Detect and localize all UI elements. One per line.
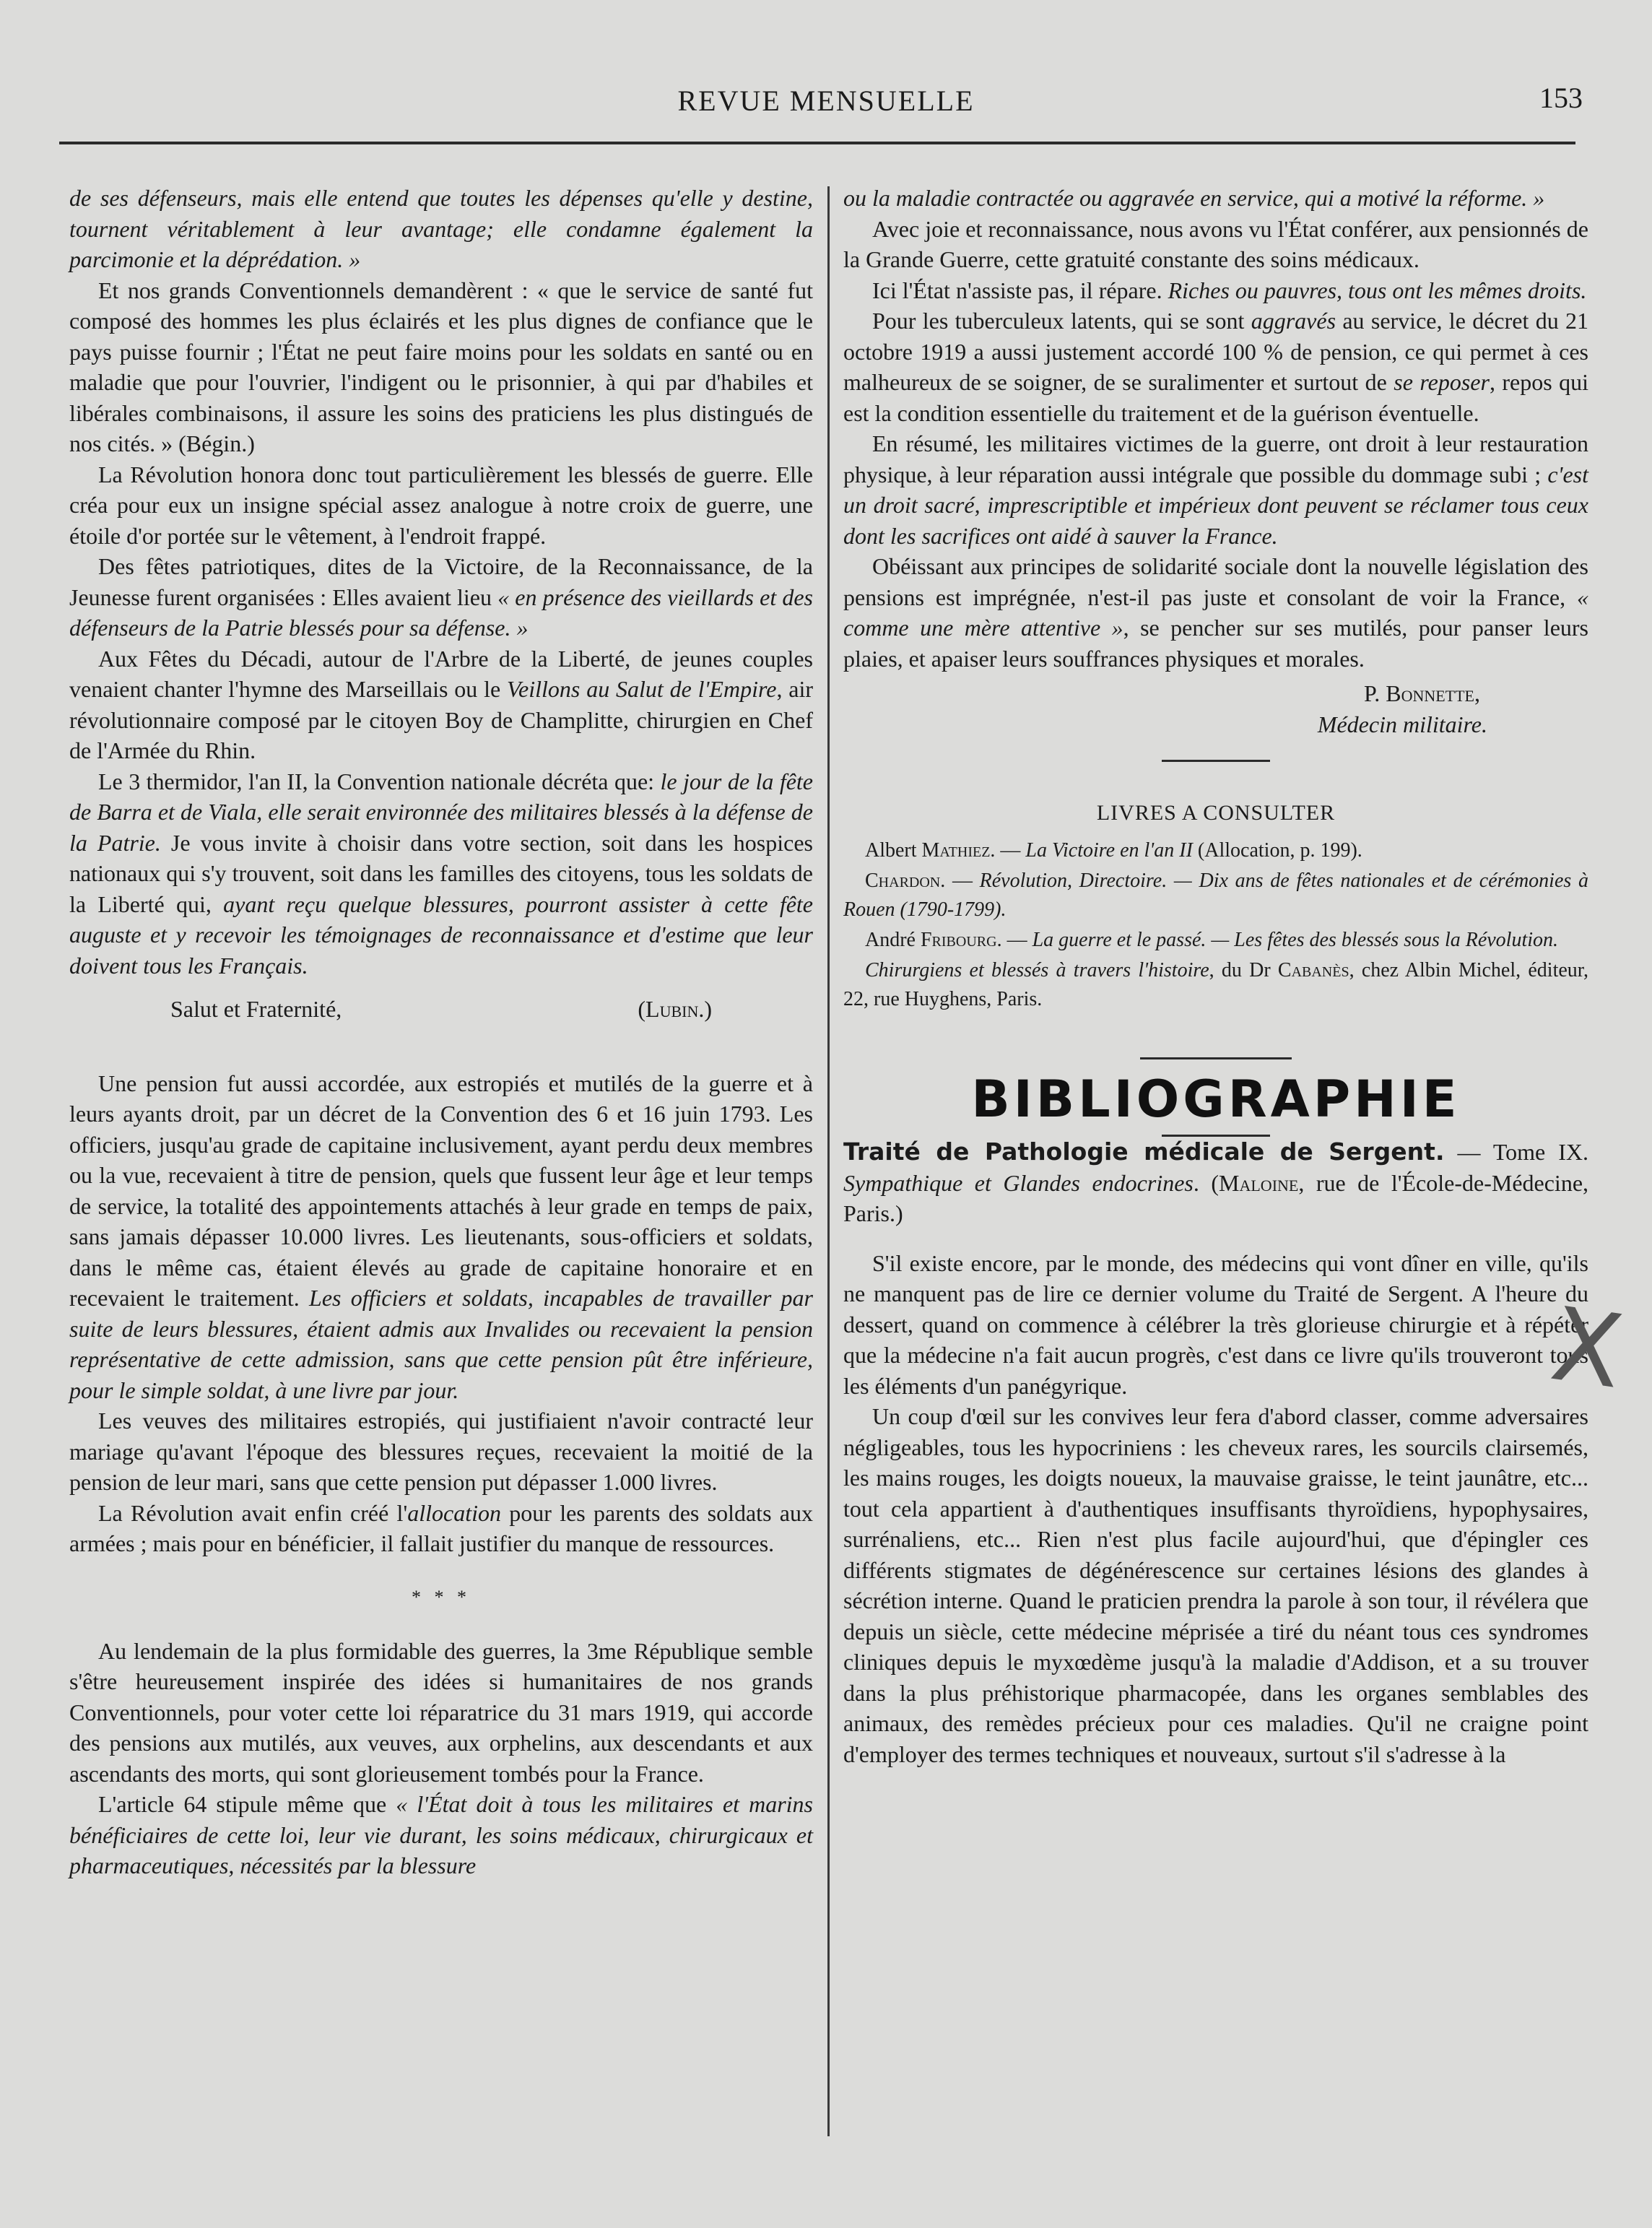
- text-run: se reposer: [1394, 369, 1490, 395]
- text-run: Et nos grands Conventionnels demandèrent : « que le service de santé fut composé des hommes les plus éclairés et les plus dignes de confiance que le pays puisse fournir ; l'État ne peut faire moins pour les soldats en santé ou en maladie que pour l'ouvrier, l'indigent ou le prisonnier, à qui par d'habiles et libérales combinaisons, il assure les soins des praticiens les plus distingués de nos cités. » (Bégin.): [69, 277, 813, 456]
- paragraph: [843, 214, 1588, 275]
- salutation-signature: (Lubin.): [638, 996, 712, 1022]
- text-run: aggravés: [1251, 308, 1336, 334]
- text-run: pour les parents des soldats aux armées ; mais pour en bénéficier, il fallait justifier du manque de ressources.: [69, 1499, 814, 1556]
- text-run: « l'État doit à tous les militaires et marins bénéficiaires de cette loi, leur vie durant, les soins médicaux, chirurgicaux et pharmaceutiques, nécessités par la blessure: [69, 1791, 813, 1878]
- text-run: Sympathique et Glandes endocrines: [843, 1169, 1194, 1196]
- text-run: — Tome IX.: [1444, 1139, 1589, 1165]
- text-run: Veillons au Salut de l'Empire: [507, 676, 777, 702]
- paragraph: [843, 275, 1588, 306]
- text-run: , air révolutionnaire composé par le citoyen Boy de Champlitte, chirurgien en Chef de l'Armée du Rhin.: [69, 676, 814, 763]
- paragraph: [843, 1401, 1588, 1769]
- paragraph: [69, 1405, 813, 1498]
- divider-rule: [1140, 1057, 1292, 1059]
- paragraph: [69, 551, 813, 643]
- text-run: . (: [1193, 1169, 1220, 1196]
- text-run: Avec joie et reconnaissance, nous avons vu l'État conférer, aux pensionnés de la Grande Guerre, cette gratuité constante des soins médicaux.: [843, 215, 1588, 272]
- book-title: Traité de Pathologie médicale de Sergent.: [843, 1137, 1445, 1166]
- author-title: Médecin militaire.: [1317, 711, 1487, 737]
- left-column: [69, 183, 813, 1881]
- text-run: , repos qui est la condition essentielle du traitement et de la guérison éventuelle.: [843, 369, 1589, 426]
- paragraph: [843, 551, 1588, 674]
- author-signature: P. Bonnette,: [1363, 680, 1480, 706]
- text-run: Albert: [865, 838, 922, 862]
- handwritten-mark: X: [1544, 1286, 1630, 1412]
- reference-item: [843, 926, 1588, 955]
- text-run: En résumé, les militaires victimes de la guerre, ont droit à leur restauration physique, à leur réparation aussi intégrale que possible du dommage subi ;: [843, 430, 1588, 487]
- running-title: REVUE MENSUELLE: [677, 84, 975, 117]
- book-entry: [843, 1137, 1588, 1229]
- text-run: L'article 64 stipule même que: [98, 1791, 396, 1817]
- text-run: Riches ou pauvres, tous ont les mêmes droits.: [1168, 277, 1587, 303]
- text-run: . —: [940, 869, 980, 892]
- text-run: ayant reçu quelque blessures, pourront assister à cette fête auguste et y recevoir les témoignages de reconnaissance et d'estime que leur doivent tous les Français.: [69, 890, 814, 979]
- text-run: , rue de l'École-de-Médecine, Paris.): [843, 1169, 1589, 1226]
- text-run: , chez Albin Michel, éditeur, 22, rue Huyghens, Paris.: [843, 958, 1588, 1010]
- text-run: c'est un droit sacré, imprescriptible et impérieux dont peuvent se réclamer tous ceux dont les sacrifices ont aidé à sauver la France.: [843, 461, 1588, 549]
- text-run: ou la maladie contractée ou aggravée en service, qui a motivé la réforme. »: [843, 185, 1545, 211]
- text-run: . —: [990, 838, 1026, 862]
- text-run: Au lendemain de la plus formidable des guerres, la 3me République semble s'être heureusement inspirée des idées si humanitaires de nos grands Conventionnels, pour voter cette loi réparatrice du 31 mars 1919, qui accorde des pensions aux mutilés, aux veuves, aux orphelins, aux descendants et aux ascendants des morts, qui sont glorieusement tombés pour la France.: [69, 1637, 813, 1787]
- text-run: de ses défenseurs, mais elle entend que toutes les dépenses qu'elle y destine, tournent véritablement à leur avantage; elle condamne également la parcimonie et la déprédation. »: [69, 185, 813, 272]
- paragraph: [69, 183, 813, 275]
- salutation-line: [69, 994, 813, 1025]
- reference-item: [843, 867, 1588, 924]
- text-run: Aux Fêtes du Décadi, autour de l'Arbre de la Liberté, de jeunes couples venaient chanter l'hymne des Marseillais ou le: [69, 645, 813, 702]
- text-run: Cabanès: [1277, 958, 1349, 981]
- bibliography-heading: BIBLIOGRAPHIE: [971, 1069, 1461, 1129]
- text-run: Chardon: [865, 869, 941, 892]
- paragraph: [843, 1248, 1588, 1402]
- paragraph: [69, 1498, 813, 1559]
- paragraph: [69, 1789, 813, 1881]
- text-run: , se pencher sur ses mutilés, pour panser leurs plaies, et apaiser leurs souffrances physiques et morales.: [843, 615, 1588, 672]
- paragraph: [69, 1068, 813, 1406]
- text-run: Le 3 thermidor, l'an II, la Convention nationale décréta que:: [98, 768, 661, 794]
- text-run: « comme une mère attentive »: [843, 584, 1588, 641]
- column-divider: [827, 186, 830, 2136]
- reference-item: [843, 956, 1588, 1014]
- text-run: La guerre et le passé. — Les fêtes des blessés sous la Révolution.: [1032, 928, 1559, 951]
- section-title: LIVRES A CONSULTER: [1096, 801, 1336, 825]
- text-run: Obéissant aux principes de solidarité sociale dont la nouvelle législation des pensions est imprégnée, n'est-il pas juste et consolant de voir la France,: [843, 553, 1588, 610]
- reference-list: [843, 836, 1588, 1014]
- text-run: le jour de la fête de Barra et de Viala, elle serait environnée des militaires blessés à la défense de la Patrie.: [69, 768, 814, 856]
- paragraph: [843, 305, 1588, 428]
- text-run: Mathiez: [921, 838, 991, 862]
- text-run: au service, le décret du 21 octobre 1919 a aussi justement accordé 100 % de pension, ce qui permet à ces malheureux de se soigner, de se suralimenter et surtout de: [843, 308, 1589, 395]
- right-column: [843, 183, 1588, 1769]
- salutation: Salut et Fraternité,: [170, 996, 342, 1022]
- paragraph: [69, 459, 813, 552]
- header-rule: [59, 142, 1575, 144]
- section-separator: * * *: [412, 1586, 471, 1608]
- divider-rule: [1162, 760, 1270, 762]
- text-run: Les veuves des militaires estropiés, qui justifiaient n'avoir contracté leur mariage qu'avant l'époque des blessures reçues, recevaient la moitié de la pension de leur mari, sans que cette pension put dépasser 1.000 livres.: [69, 1408, 813, 1495]
- text-run: allocation: [407, 1499, 501, 1526]
- text-run: Chirurgiens et blessés à travers l'histoire: [865, 958, 1209, 981]
- text-run: (Allocation, p. 199).: [1192, 838, 1362, 862]
- text-run: Maloine: [1219, 1169, 1299, 1196]
- text-run: La Victoire en l'an II: [1025, 838, 1193, 862]
- text-run: Ici l'État n'assiste pas, il répare.: [872, 277, 1168, 303]
- spacer: [69, 1025, 813, 1068]
- text-run: . —: [996, 928, 1032, 951]
- text-run: , du Dr: [1209, 958, 1278, 981]
- text-run: Des fêtes patriotiques, dites de la Victoire, de la Reconnaissance, de la Jeunesse furent organisées : Elles avaient lieu: [69, 553, 813, 610]
- paragraph: [69, 1636, 813, 1790]
- text-run: Je vous invite à choisir dans votre section, soit dans les hospices nationaux qui s'y trouvent, soit dans les familles des citoyens, tous les soldats de la Liberté qui,: [69, 829, 814, 917]
- paragraph: [69, 643, 813, 766]
- paragraph: [69, 766, 813, 981]
- text-run: Pour les tuberculeux latents, qui se sont: [872, 308, 1251, 334]
- text-run: La Révolution avait enfin créé l': [98, 1499, 408, 1526]
- text-run: S'il existe encore, par le monde, des médecins qui vont dîner en ville, qu'ils ne manquent pas de lire ce dernier volume du Traité de Sergent. A l'heure du dessert, quand on commence à célébrer la très glorieuse chirurgie et à répéter que la médecine n'a fait aucun progrès, c'est dans ce livre qu'ils trouveront tous les éléments d'un panégyrique.: [843, 1249, 1588, 1399]
- text-run: Un coup d'œil sur les convives leur fera d'abord classer, comme adversaires négligeables, tous les hypocriniens : les cheveux rares, les sourcils clairsemés, les mains rouges, les doigts noueux, la mauvaise graisse, le teint jaunâtre, etc... tout cela appartient à d'authentiques insuffisants thyroïdiens, hypophysaires, surrénaliens, etc... Rien n'est plus facile aujourd'hui, que d'épingler ces différents stigmates de dégénérescence sur certaines lésions des glandes à sécrétion interne. Quand le praticien prendra la parole à son tour, il révélera que depuis un siècle, cette médecine méprisée a tiré du néant tous ces syndromes cliniques depuis le myxœdème jusqu'à la maladie d'Addison, et a su trouver dans la plus préhistorique pharmacopée, dans les organes semblables des animaux, des remèdes précieux pour ces maladies. Qu'il ne craigne point d'employer des termes techniques et nouveaux, surtout s'il s'adresse à la: [843, 1403, 1588, 1767]
- paragraph: [843, 183, 1588, 214]
- text-run: Une pension fut aussi accordée, aux estropiés et mutilés de la guerre et à leurs ayants droit, par un décret de la Convention des 6 et 16 juin 1793. Les officiers, jusqu'au grade de capitaine inclusivement, ayant perdu deux membres ou la vue, recevaient à titre de pension, quels que fussent leur âge et leur temps de service, la totalité des appointements attachés à leur grade en temps de paix, sans jamais dépasser 10.000 livres. Les lieutenants, sous-officiers et soldats, dans le même cas, étaient élevés au grade de capitaine honoraire et en recevaient le traitement.: [69, 1070, 813, 1311]
- text-run: André: [865, 928, 921, 951]
- paragraph: [69, 275, 813, 459]
- text-run: Révolution, Directoire. — Dix ans de fêtes nationales et de cérémonies à Rouen (1790-1799).: [843, 869, 1588, 921]
- reference-item: [843, 836, 1588, 865]
- text-run: La Révolution honora donc tout particulièrement les blessés de guerre. Elle créa pour eux un insigne spécial assez analogue à notre croix de guerre, une étoile d'or portée sur le vêtement, à l'endroit frappé.: [69, 461, 813, 549]
- text-run: Les officiers et soldats, incapables de travailler par suite de leurs blessures, étaient admis aux Invalides ou recevaient la pension représentative de cette admission, sans que cette pension pût être inférieure, pour le simple soldat, à une livre par jour.: [69, 1285, 814, 1403]
- page-number: 153: [1539, 82, 1583, 114]
- paragraph: [843, 428, 1588, 551]
- text-run: « en présence des vieillards et des défenseurs de la Patrie blessés pour sa défense. »: [69, 584, 814, 641]
- text-run: Fribourg: [920, 928, 997, 951]
